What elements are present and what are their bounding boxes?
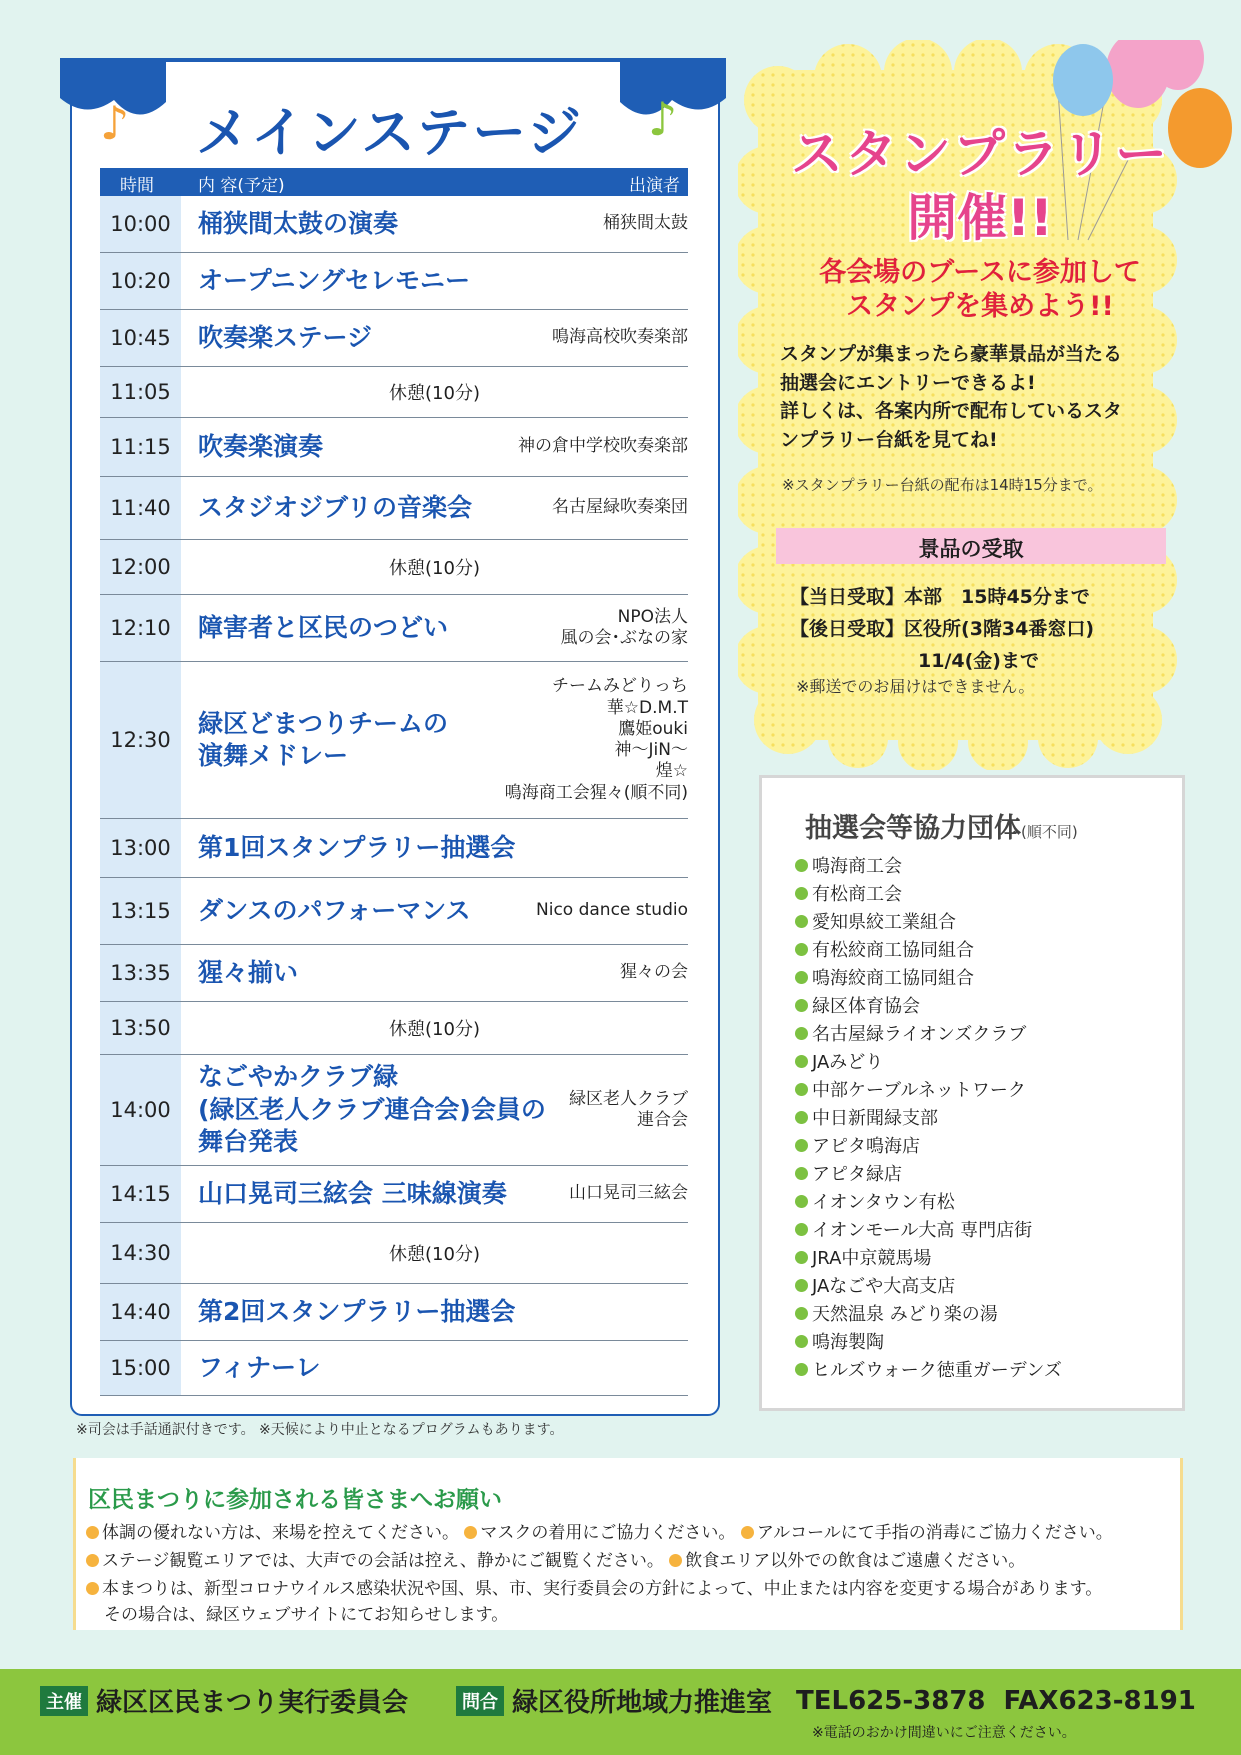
table-row	[100, 367, 688, 418]
row-time: 11:15	[100, 418, 181, 476]
partner-name: JAみどり	[812, 1052, 884, 1073]
subtitle-line: スタンプを集めよう!!	[846, 290, 1114, 322]
list-item	[795, 851, 1062, 879]
row-title	[198, 878, 471, 944]
title-line: 猩々揃い	[198, 957, 299, 987]
table-row	[100, 1284, 688, 1341]
partner-name: 有松絞商工協同組合	[812, 940, 974, 961]
partners-title	[805, 806, 1078, 845]
table-row	[100, 662, 688, 819]
list-item	[795, 1047, 1062, 1075]
title-line: 吹奏楽演奏	[198, 431, 324, 461]
request-line	[86, 1574, 1102, 1599]
row-time: 14:30	[100, 1223, 181, 1283]
bullet-icon	[795, 1055, 808, 1068]
list-item	[795, 1159, 1062, 1187]
list-item	[795, 1103, 1062, 1131]
list-item	[795, 1355, 1062, 1383]
bullet-icon	[795, 971, 808, 984]
request-title: 区民まつりに参加される皆さまへお願い	[88, 1487, 502, 1513]
row-time: 13:35	[100, 945, 181, 1001]
partners-title-text: 抽選会等協力団体	[805, 813, 1021, 844]
partner-name: アピタ緑店	[812, 1164, 902, 1185]
bullet-icon	[464, 1526, 477, 1539]
host-name: 緑区区民まつり実行委員会	[96, 1688, 409, 1718]
row-break: 休憩(10分)	[389, 1244, 480, 1265]
table-row	[100, 1002, 688, 1055]
performer-line: 桶狭間太鼓	[603, 213, 688, 234]
row-break: 休憩(10分)	[389, 383, 480, 404]
title-line: なごやかクラブ緑	[198, 1062, 399, 1092]
table-row	[100, 253, 688, 310]
table-row	[100, 878, 688, 945]
title-line: 第2回スタンプラリー抽選会	[198, 1296, 516, 1326]
body-line: ンプラリー台紙を見てね!	[780, 428, 998, 451]
stage-notes: ※司会は手話通訳付きです。 ※天候により中止となるプログラムもあります。	[76, 1422, 564, 1438]
row-time: 13:00	[100, 819, 181, 877]
request-line	[86, 1518, 1113, 1543]
header-time: 時間	[120, 176, 154, 196]
prize-later-date: 11/4(金)まで	[918, 650, 1039, 672]
row-title	[198, 1055, 546, 1165]
table-row	[100, 540, 688, 595]
title-line: スタジオジブリの音楽会	[198, 492, 473, 522]
row-performer	[536, 878, 688, 944]
list-item	[795, 907, 1062, 935]
request-item: ステージ観覧エリアでは、大声での会話は控え、静かにご観覧ください。	[102, 1551, 664, 1571]
bullet-icon	[795, 1139, 808, 1152]
title-line: 演舞メドレー	[198, 741, 349, 770]
list-item	[795, 1299, 1062, 1327]
partner-name: 有松商工会	[812, 884, 902, 905]
performer-line: NPO法人	[617, 606, 688, 627]
partners-list	[795, 851, 1062, 1383]
row-time: 14:40	[100, 1284, 181, 1340]
bullet-icon	[741, 1526, 754, 1539]
performer-line: 神〜JiN〜	[614, 740, 688, 760]
prize-label: 【当日受取】	[790, 586, 905, 608]
partner-name: ヒルズウォーク徳重ガーデンズ	[812, 1360, 1062, 1381]
partner-name: JAなごや大高支店	[812, 1276, 956, 1297]
host-tag: 主催	[40, 1686, 88, 1716]
performer-line: 猩々の会	[620, 962, 688, 983]
bullet-icon	[669, 1554, 682, 1567]
bullet-icon	[795, 915, 808, 928]
table-row	[100, 945, 688, 1002]
request-line: その場合は、緑区ウェブサイトにてお知らせします。	[104, 1605, 509, 1625]
request-item: マスクの着用にご協力ください。	[480, 1523, 736, 1543]
schedule-header	[100, 168, 688, 196]
music-note-icon: ♪	[648, 92, 678, 146]
row-time: 12:00	[100, 540, 181, 594]
stamp-rally-note: ※スタンプラリー台紙の配布は14時15分まで。	[782, 476, 1103, 494]
title-line: 第1回スタンプラリー抽選会	[198, 832, 516, 862]
contact-tag: 問合	[456, 1686, 504, 1716]
bullet-icon	[795, 1083, 808, 1096]
row-time: 13:15	[100, 878, 181, 944]
row-performer	[518, 418, 688, 476]
prize-same-day	[790, 582, 1090, 609]
title-line: 山口晃司三絃会 三味線演奏	[198, 1178, 507, 1208]
row-performer	[569, 1166, 688, 1222]
performer-line: 山口晃司三絃会	[569, 1183, 688, 1204]
row-title	[198, 1341, 321, 1395]
bullet-icon	[795, 1251, 808, 1264]
performer-line: チームみどりっち	[552, 676, 688, 697]
table-row	[100, 1055, 688, 1166]
bullet-icon	[795, 887, 808, 900]
bullet-icon	[795, 1279, 808, 1292]
table-row	[100, 1341, 688, 1396]
row-title	[198, 662, 448, 818]
title-line: (緑区老人クラブ連合会)会員の	[198, 1094, 546, 1124]
prize-value: 本部 15時45分まで	[904, 586, 1090, 608]
title-line: 障害者と区民のつどい	[198, 612, 449, 642]
partner-name: 緑区体育協会	[812, 996, 920, 1017]
bullet-icon	[795, 1223, 808, 1236]
partner-name: 鳴海製陶	[812, 1332, 884, 1353]
bullet-icon	[795, 1195, 808, 1208]
list-item	[795, 1271, 1062, 1299]
music-note-icon: ♪	[100, 96, 130, 150]
stamp-rally-title-2: 開催!!	[907, 189, 1053, 247]
list-item	[795, 1187, 1062, 1215]
performer-line: 連合会	[637, 1110, 688, 1130]
table-row	[100, 418, 688, 477]
contact-name: 緑区役所地域力推進室	[512, 1688, 773, 1718]
list-item	[795, 935, 1062, 963]
list-item	[795, 1075, 1062, 1103]
performer-line: 華☆D.M.T	[606, 697, 688, 718]
list-item	[795, 1019, 1062, 1047]
bullet-icon	[795, 1167, 808, 1180]
body-line: 抽選会にエントリーできるよ!	[780, 371, 1036, 394]
prize-label: 【後日受取】	[790, 618, 905, 640]
bullet-icon	[795, 1363, 808, 1376]
table-row	[100, 1166, 688, 1223]
partner-name: イオンタウン有松	[812, 1192, 955, 1213]
performer-line: Nico dance studio	[536, 900, 688, 921]
performer-line: 神の倉中学校吹奏楽部	[518, 436, 688, 457]
partner-name: 愛知県絞工業組合	[812, 912, 956, 933]
row-performer	[561, 595, 689, 661]
bullet-icon	[795, 1335, 808, 1348]
bullet-icon	[86, 1554, 99, 1567]
request-item: 本まつりは、新型コロナウイルス感染状況や国、県、市、実行委員会の方針によって、中止または内容を変更する場合があります。	[102, 1579, 1103, 1599]
bullet-icon	[86, 1582, 99, 1595]
title-line: オープニングセレモニー	[198, 265, 471, 295]
title-line: ダンスのパフォーマンス	[198, 895, 471, 925]
footer-contact	[456, 1682, 1196, 1719]
bullet-icon	[795, 1027, 808, 1040]
row-break: 休憩(10分)	[389, 1019, 480, 1040]
row-title	[198, 819, 515, 877]
row-title	[198, 1166, 507, 1222]
request-item: 飲食エリア以外での飲食はご遠慮ください。	[685, 1551, 1026, 1571]
row-performer	[552, 477, 688, 539]
row-title	[198, 253, 470, 309]
request-line	[86, 1546, 1025, 1571]
schedule-table	[100, 196, 688, 1396]
row-time: 11:40	[100, 477, 181, 539]
table-row	[100, 1223, 688, 1284]
prize-later	[790, 614, 1094, 641]
partner-name: 鳴海絞商工協同組合	[812, 968, 974, 989]
performer-line: 煌☆	[655, 761, 688, 782]
stage-title: メインステージ	[196, 101, 584, 164]
contact-fax: FAX623-8191	[1003, 1685, 1196, 1716]
row-break: 休憩(10分)	[389, 558, 480, 579]
row-time: 14:15	[100, 1166, 181, 1222]
performer-line: 風の会･ぶなの家	[560, 628, 688, 648]
partner-name: 中日新聞緑支部	[812, 1108, 938, 1129]
table-row	[100, 196, 688, 253]
partner-name: イオンモール大高 専門店街	[812, 1220, 1033, 1241]
list-item	[795, 1327, 1062, 1355]
performer-line: 緑区老人クラブ	[569, 1088, 688, 1109]
partner-name: 中部ケーブルネットワーク	[812, 1080, 1026, 1101]
body-line: スタンプが集まったら豪華景品が当たる	[780, 343, 1123, 365]
partner-name: JRA中京競馬場	[812, 1248, 932, 1269]
row-time: 13:50	[100, 1002, 181, 1054]
performer-line: 鳴海商工会猩々(順不同)	[504, 782, 688, 803]
table-row	[100, 819, 688, 878]
body-line: 詳しくは、各案内所で配布しているスタ	[780, 400, 1123, 422]
row-performer	[552, 310, 688, 366]
row-time: 11:05	[100, 367, 181, 417]
list-item	[795, 1215, 1062, 1243]
title-line: 桶狭間太鼓の演奏	[198, 208, 399, 238]
prize-heading: 景品の受取	[918, 537, 1024, 561]
row-time: 10:45	[100, 310, 181, 366]
bullet-icon	[795, 1111, 808, 1124]
row-time: 14:00	[100, 1055, 181, 1165]
header-content: 内 容(予定)	[198, 176, 285, 196]
list-item	[795, 879, 1062, 907]
list-item	[795, 1243, 1062, 1271]
list-item	[795, 991, 1062, 1019]
row-title	[198, 310, 372, 366]
bullet-icon	[86, 1526, 99, 1539]
row-time: 12:10	[100, 595, 181, 661]
partners-title-note: (順不同)	[1021, 823, 1078, 841]
partner-name: 鳴海商工会	[812, 856, 902, 877]
performer-line: 鷹姫ouki	[618, 718, 688, 739]
row-title	[198, 1284, 515, 1340]
title-line: 緑区どまつりチームの	[198, 708, 449, 738]
row-title	[198, 595, 448, 661]
list-item	[795, 963, 1062, 991]
row-title	[198, 418, 323, 476]
row-time: 10:20	[100, 253, 181, 309]
footer-note: ※電話のおかけ間違いにご注意ください。	[812, 1725, 1076, 1741]
list-item	[795, 1131, 1062, 1159]
footer-host	[40, 1682, 408, 1719]
request-item: 体調の優れない方は、来場を控えてください。	[102, 1523, 459, 1543]
request-item: アルコールにて手指の消毒にご協力ください。	[756, 1523, 1113, 1543]
table-row	[100, 477, 688, 540]
partner-name: 名古屋緑ライオンズクラブ	[812, 1024, 1027, 1045]
stamp-rally-subtitle	[770, 256, 1190, 324]
bullet-icon	[795, 1307, 808, 1320]
bullet-icon	[795, 859, 808, 872]
bullet-icon	[795, 999, 808, 1012]
header-performer: 出演者	[629, 176, 680, 196]
title-line: フィナーレ	[198, 1352, 321, 1382]
title-line: 舞台発表	[198, 1127, 299, 1157]
row-title	[198, 945, 298, 1001]
performer-line: 名古屋緑吹奏楽団	[552, 497, 688, 518]
partner-name: アピタ鳴海店	[812, 1136, 920, 1157]
row-performer	[569, 1055, 688, 1165]
stamp-rally-body	[780, 340, 1180, 454]
title-line: 吹奏楽ステージ	[198, 322, 373, 352]
row-time: 12:30	[100, 662, 181, 818]
partner-name: 天然温泉 みどり楽の湯	[812, 1304, 998, 1325]
row-performer	[620, 945, 688, 1001]
row-title	[198, 477, 472, 539]
prize-value: 区役所(3階34番窓口)	[904, 618, 1095, 640]
performer-line: 鳴海高校吹奏楽部	[552, 327, 688, 348]
row-performer	[505, 662, 688, 818]
stamp-rally-title: スタンプラリー	[790, 125, 1169, 185]
row-performer	[603, 196, 688, 252]
table-row	[100, 310, 688, 367]
subtitle-line: 各会場のブースに参加して	[819, 257, 1141, 288]
row-time: 15:00	[100, 1341, 181, 1395]
bullet-icon	[795, 943, 808, 956]
row-title	[198, 196, 398, 252]
row-time: 10:00	[100, 196, 181, 252]
table-row	[100, 595, 688, 662]
prize-note: ※郵送でのお届けはできません。	[796, 677, 1035, 696]
contact-tel: TEL625-3878	[796, 1685, 986, 1716]
